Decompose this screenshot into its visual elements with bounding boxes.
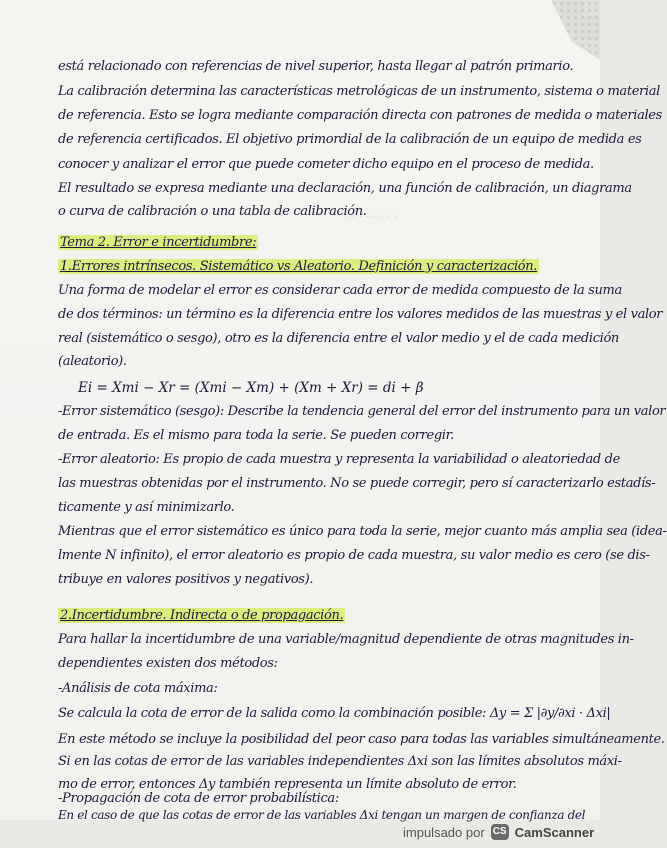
section1-line-9: ticamente y así minimizarlo.: [58, 500, 235, 515]
intro-line-4: de referencia certificados. El objetivo primordial de la calibración de un equipo de medida es: [58, 132, 642, 147]
section1-line-3: real (sistemático o sesgo), otro es la diferencia entre el valor medio y el de cada medición: [58, 331, 619, 346]
section1-line-10: Mientras que el error sistemático es único para toda la serie, mejor cuanto más amplia sea (idea-: [58, 524, 667, 539]
section1-line-4: (aleatorio).: [58, 354, 127, 369]
error-formula: Ei = Xmi − Xr = (Xmi − Xm) + (Xm + Xr) = di + β: [78, 380, 424, 396]
section2-title-text: 2.Incertidumbre. Indirecta o de propagación.: [60, 608, 344, 623]
intro-line-3: de referencia. Esto se logra mediante comparación directa con patrones de medida o materiales: [58, 108, 662, 123]
intro-line-1: está relacionado con referencias de nivel superior, hasta llegar al patrón primario.: [58, 59, 574, 74]
tema-title: [58, 234, 574, 252]
section1-line-5: -Error sistemático (sesgo): Describe la tendencia general del error del instrumento para un valor: [58, 404, 666, 419]
section2-line-4: Se calcula la cota de error de la salida como la combinación posible: Δy = Σ |∂y/∂xi · Δxi|: [58, 706, 611, 721]
section2-line-1: Para hallar la incertidumbre de una variable/magnitud dependiente de otras magnitudes in-: [58, 632, 634, 647]
section1-line-1: Una forma de modelar el error es considerar cada error de medida compuesto de la suma: [58, 283, 622, 298]
section2-line-7: mo de error, entonces Δy también representa un límite absoluto de error.: [58, 777, 517, 792]
intro-line-5: conocer y analizar el error que puede cometer dicho equipo en el proceso de medida.: [58, 157, 594, 172]
section1-title-text: 1.Errores intrínsecos. Sistemático vs Aleatorio. Definición y caracterización.: [60, 259, 538, 274]
section1-line-2: de dos términos: un término es la diferencia entre los valores medidos de las muestras y el valor: [58, 307, 663, 322]
section2-title: [58, 607, 574, 625]
section2-line-8: -Propagación de cota de error probabilística:: [58, 791, 339, 806]
section1-line-7: -Error aleatorio: Es propio de cada muestra y representa la variabilidad o aleatoriedad de: [58, 452, 620, 467]
bleed-through-text: · · · · · · · ·: [345, 210, 398, 223]
section2-line-9: En el caso de que las cotas de error de las variables Δxi tengan un margen de confianza del: [58, 808, 586, 822]
section1-line-11: lmente N infinito), el error aleatorio es propio de cada muestra, su valor medio es cero (se dis-: [58, 548, 650, 563]
section2-line-5: En este método se incluye la posibilidad del peor caso para todas las variables simultáneamente.: [58, 732, 665, 747]
camscanner-watermark: [403, 822, 594, 842]
tema-title-text: Tema 2. Error e incertidumbre:: [60, 235, 257, 250]
watermark-brand: CamScanner: [514, 824, 595, 840]
section2-line-3: -Análisis de cota máxima:: [58, 681, 218, 696]
camscanner-logo-icon: CS: [491, 824, 509, 840]
section2-line-6: Si en las cotas de error de las variables independientes Δxi son las límites absolutos máxi-: [58, 754, 622, 769]
lace-decoration: [530, 0, 600, 60]
watermark-prefix: impulsado por: [403, 824, 485, 840]
section2-line-2: dependientes existen dos métodos:: [58, 656, 278, 671]
intro-line-6: El resultado se expresa mediante una declaración, una función de calibración, un diagrama: [58, 181, 632, 196]
section1-line-12: tribuye en valores positivos y negativos).: [58, 572, 314, 587]
intro-line-2: La calibración determina las características metrológicas de un instrumento, sistema o material: [58, 84, 660, 99]
section1-line-8: las muestras obtenidas por el instrumento. No se puede corregir, pero sí caracterizarlo estadís-: [58, 476, 656, 491]
section1-line-6: de entrada. Es el mismo para toda la serie. Se pueden corregir.: [58, 428, 454, 443]
section1-title: [58, 258, 574, 276]
intro-line-7: o curva de calibración o una tabla de calibración.: [58, 204, 367, 219]
